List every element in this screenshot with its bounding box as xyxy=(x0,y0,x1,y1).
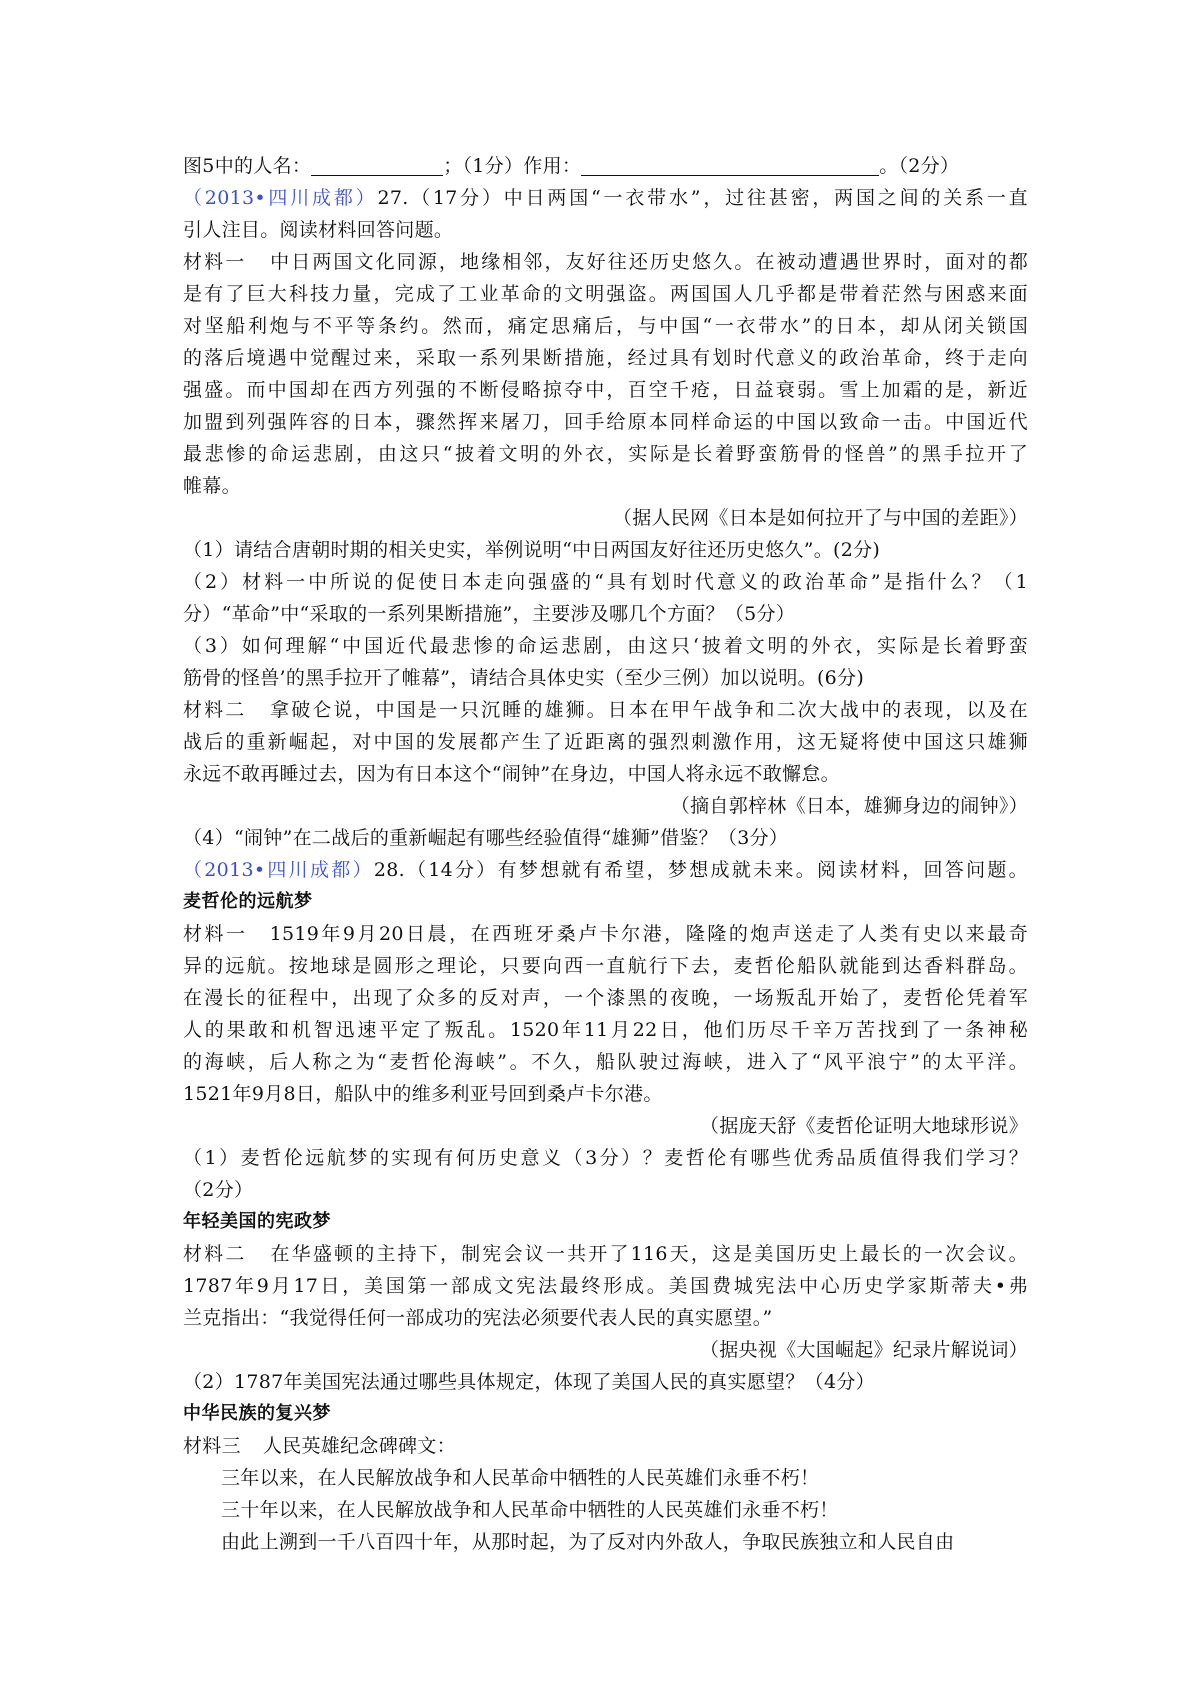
monument-inscription-line: 三十年以来，在人民解放战争和人民革命中牺牲的人民英雄们永垂不朽！ xyxy=(221,1499,839,1521)
material-label: 材料二 xyxy=(183,699,247,721)
q28-intro-line xyxy=(183,854,1028,886)
material-source: （据庞天舒《麦哲伦证明大地球形说》 xyxy=(699,1115,1028,1137)
q28-material2-line xyxy=(183,1238,1028,1270)
q28-sub-question-1-cont: （2分） xyxy=(183,1179,254,1201)
q27-material2-line xyxy=(183,694,1028,726)
material-text: 兰克指出：“我觉得任何一部成功的宪法必须要代表人民的真实愿望。” xyxy=(183,1307,773,1329)
material-label: 材料一 xyxy=(183,251,247,273)
material-text: 强盛。而中国却在西方列强的不断侵略掠夺中，百空千疮，日益衰弱。雪上加霜的是，新近 xyxy=(183,379,1028,401)
material-text: 永远不敢再睡过去，因为有日本这个“闹钟”在身边，中国人将永远不敢懈怠。 xyxy=(183,763,840,785)
q27-sub-question-2-cont: 分）“革命”中“采取的一系列果断措施”，主要涉及哪几个方面？（5分） xyxy=(183,603,796,625)
material-text: 在华盛顿的主持下，制宪会议一共开了116天，这是美国历史上最长的一次会议。 xyxy=(268,1243,1028,1265)
q26-mid: ；（1分）作用： xyxy=(443,155,582,177)
q26-fill-line xyxy=(183,150,1028,182)
material-label: 材料一 xyxy=(183,923,248,945)
section-heading-national-rejuvenation: 中华民族的复兴梦 xyxy=(183,1403,331,1424)
material-source: （据人民网《日本是如何拉开了与中国的差距》） xyxy=(612,507,1028,529)
q28-sub-question-1: （1）麦哲伦远航梦的实现有何历史意义（3分）？麦哲伦有哪些优秀品质值得我们学习？ xyxy=(183,1147,1028,1169)
material-text: 人的果敢和机智迅速平定了叛乱。1520年11月22日，他们历尽千辛万苦找到了一条神秘 xyxy=(183,1019,1028,1041)
material-text: 1519年9月20日晨，在西班牙桑卢卡尔港，隆隆的炮声送走了人类有史以来最奇 xyxy=(269,923,1028,945)
q28-material1-line xyxy=(183,918,1028,950)
material-text: 拿破仑说，中国是一只沉睡的雄狮。日本在甲午战争和二次大战中的表现，以及在 xyxy=(268,699,1028,721)
q28-material3-line xyxy=(183,1430,1028,1462)
material-text: 异的远航。按地球是圆形之理论，只要向西一直航行下去，麦哲伦船队就能到达香料群岛。 xyxy=(183,955,1028,977)
material-source: （据央视《大国崛起》纪录片解说词） xyxy=(699,1339,1028,1361)
material-source: （摘自郭梓林《日本，雄狮身边的闹钟》） xyxy=(670,795,1028,817)
q27-sub-question-3: （3）如何理解“中国近代最悲惨的命运悲剧，由这只‘披着文明的外衣，实际是长着野蛮 xyxy=(183,635,1028,657)
material-text: 1521年9月8日，船队中的维多利亚号回到桑卢卡尔港。 xyxy=(183,1083,663,1105)
material-text: 中日两国文化同源，地缘相邻，友好往还历史悠久。在被动遭遇世界时，面对的都 xyxy=(268,251,1028,273)
material-text: 最悲惨的命运悲剧，由这只“披着文明的外衣，实际是长着野蛮筋骨的怪兽”的黑手拉开了 xyxy=(183,443,1028,465)
material-text: 对坚船利炮与不平等条约。然而，痛定思痛后，与中国“一衣带水”的日本，却从闭关锁国 xyxy=(183,315,1028,337)
q26-prefix: 图5中的人名： xyxy=(183,155,312,177)
section-heading-magellan: 麦哲伦的远航梦 xyxy=(183,891,313,912)
material-text: 战后的重新崛起，对中国的发展都产生了近距离的强烈刺激作用，这无疑将使中国这只雄狮 xyxy=(183,731,1028,753)
q27-material1-line xyxy=(183,246,1028,278)
material-text: 1787年9月17日，美国第一部成文宪法最终形成。美国费城宪法中心历史学家斯蒂夫•弗 xyxy=(183,1275,1028,1297)
q27-intro-1: 27.（17分）中日两国“一衣带水”，过往甚密，两国之间的关系一直 xyxy=(377,187,1028,209)
material-text: 加盟到列强阵容的日本，骤然挥来屠刀，回手给原本同样命运的中国以致命一击。中国近代 xyxy=(183,411,1028,433)
material-label: 材料三 xyxy=(183,1435,241,1457)
monument-inscription-line: 三年以来，在人民解放战争和人民革命中牺牲的人民英雄们永垂不朽！ xyxy=(221,1467,820,1489)
material-text: 在漫长的征程中，出现了众多的反对声，一个漆黑的夜晚，一场叛乱开始了，麦哲伦凭着军 xyxy=(183,987,1028,1009)
effect-answer-blank[interactable] xyxy=(581,153,879,176)
material-text: 的落后境遇中觉醒过来，采取一系列果断措施，经过具有划时代意义的政治革命，终于走向 xyxy=(183,347,1028,369)
material-text: 的海峡，后人称之为“麦哲伦海峡”。不久，船队驶过海峡，进入了“风平浪宁”的太平洋。 xyxy=(183,1051,1028,1073)
section-heading-us-constitution: 年轻美国的宪政梦 xyxy=(183,1211,331,1232)
q28-source-tag: （2013•四川成都） xyxy=(183,859,374,881)
q27-intro-line-2: 引人注目。阅读材料回答问题。 xyxy=(183,219,454,241)
q28-sub-question-2: （2）1787年美国宪法通过哪些具体规定，体现了美国人民的真实愿望？（4分） xyxy=(183,1371,875,1393)
q27-sub-question-2: （2）材料一中所说的促使日本走向强盛的“具有划时代意义的政治革命”是指什么？（1 xyxy=(183,571,1028,593)
q27-sub-question-3-cont: 筋骨的怪兽’的黑手拉开了帷幕”，请结合具体史实（至少三例）加以说明。(6分) xyxy=(183,667,865,689)
q27-sub-question-4: （4）“闹钟”在二战后的重新崛起有哪些经验值得“雄狮”借鉴？（3分） xyxy=(183,827,789,849)
monument-inscription-line: 由此上溯到一千八百四十年，从那时起，为了反对内外敌人，争取民族独立和人民自由 xyxy=(221,1531,955,1553)
name-answer-blank[interactable] xyxy=(311,153,443,176)
material-text: 人民英雄纪念碑碑文： xyxy=(262,1435,456,1457)
material-text: 是有了巨大科技力量，完成了工业革命的文明强盗。两国国人几乎都是带着茫然与困惑来面 xyxy=(183,283,1028,305)
exam-page xyxy=(183,150,1028,1558)
q27-intro-line xyxy=(183,182,1028,214)
q27-sub-question-1: （1）请结合唐朝时期的相关史实，举例说明“中日两国友好往还历史悠久”。(2分) xyxy=(183,539,881,561)
q28-intro: 28.（14分）有梦想就有希望，梦想成就未来。阅读材料，回答问题。 xyxy=(373,859,1028,881)
q27-source-tag: （2013•四川成都） xyxy=(183,187,378,209)
material-text: 帷幕。 xyxy=(183,475,241,497)
q26-suffix: 。（2分） xyxy=(879,155,960,177)
material-label: 材料二 xyxy=(183,1243,247,1265)
